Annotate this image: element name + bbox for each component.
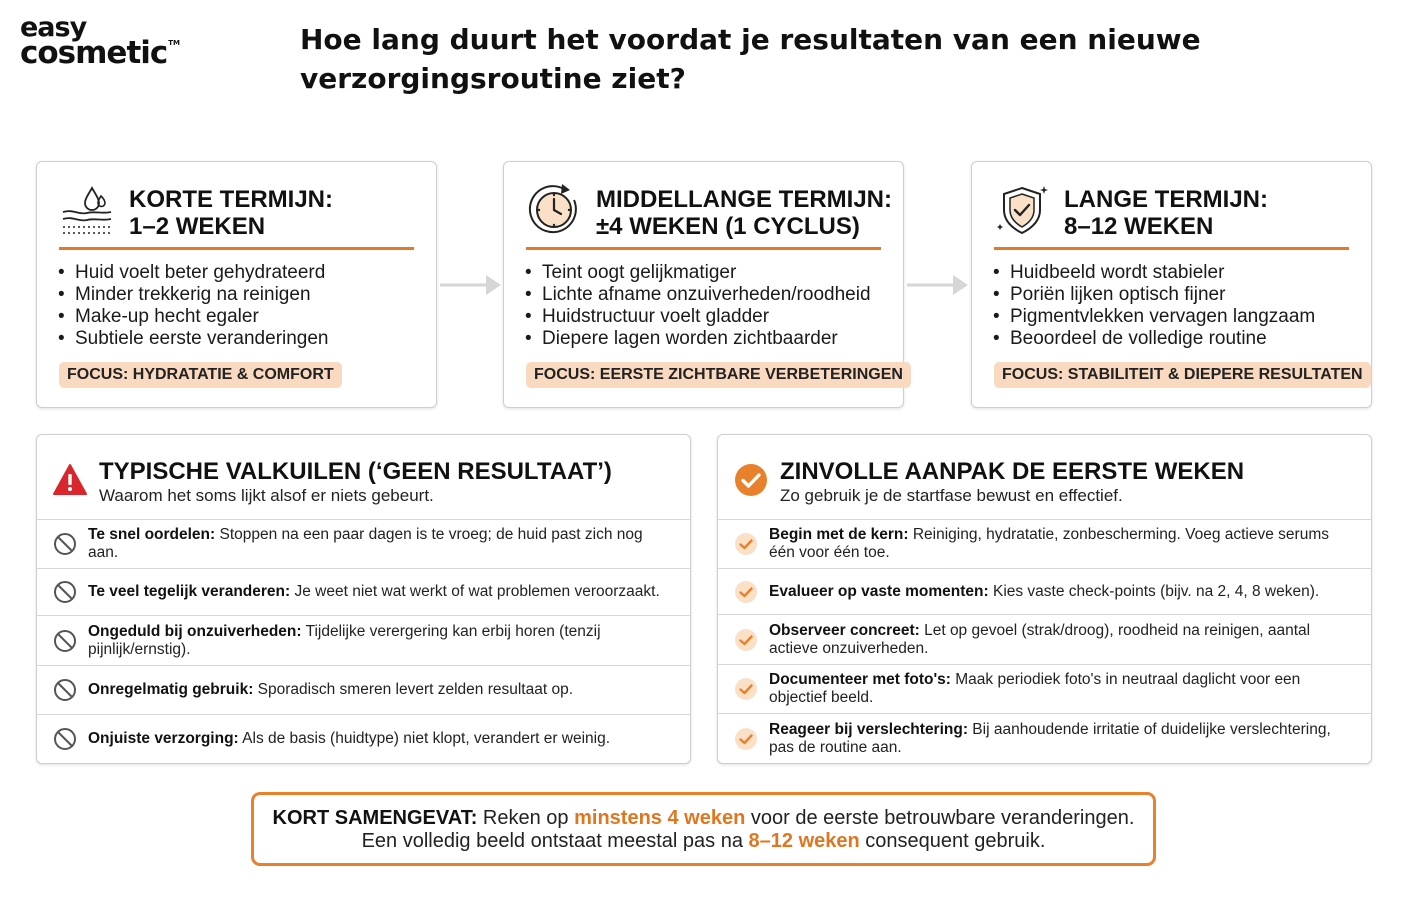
stage-card-long-term xyxy=(971,161,1372,408)
list-item: • Huidbeeld wordt stabieler xyxy=(1010,262,1315,284)
pitfall-description: Tijdelijke verergering kan erbij horen (tenzij pijnlijk/ernstig). xyxy=(88,622,601,658)
stage-card-medium-term xyxy=(503,161,904,408)
list-item xyxy=(718,664,1371,713)
approach-description: Maak periodiek foto's in neutraal daglicht voor een objectief beeld. xyxy=(769,671,1301,706)
list-item xyxy=(37,665,690,714)
pitfall-description: Als de basis (huidtype) niet klopt, verandert er weinig. xyxy=(238,730,611,747)
list-item: • Huid voelt beter gehydrateerd xyxy=(75,262,329,284)
focus-badge: FOCUS: EERSTE ZICHTBARE VERBETERINGEN xyxy=(526,362,911,388)
stage-title-line1: MIDDELLANGE TERMIJN: xyxy=(596,186,892,213)
summary-highlight: minstens 4 weken xyxy=(574,807,746,829)
approach-label: Documenteer met foto's: xyxy=(769,671,951,688)
check-icon xyxy=(734,580,758,604)
water-drop-skin-icon xyxy=(59,182,115,238)
brand-logo xyxy=(20,12,181,72)
pitfall-text xyxy=(88,583,676,601)
prohibited-icon xyxy=(53,580,77,604)
pitfalls-card xyxy=(36,434,691,764)
pitfall-text xyxy=(88,681,676,699)
list-item xyxy=(37,519,690,568)
pitfall-label: Te snel oordelen: xyxy=(88,526,216,543)
approach-title: ZINVOLLE AANPAK DE EERSTE WEKEN xyxy=(780,458,1245,485)
approach-card xyxy=(717,434,1372,764)
prohibited-icon xyxy=(53,727,77,751)
approach-label: Observeer concreet: xyxy=(769,621,920,639)
logo-trademark: TM xyxy=(168,39,181,48)
approach-subtitle: Zo gebruik je de startfase bewust en effectief. xyxy=(780,486,1123,505)
approach-label: Reageer bij verslechtering: xyxy=(769,720,968,738)
summary-line2 xyxy=(254,830,1153,853)
check-icon xyxy=(734,628,758,652)
pitfall-description: Stoppen na een paar dagen is te vroeg; de huid past zich nog aan. xyxy=(88,526,643,561)
summary-text: Reken op xyxy=(477,807,575,829)
stage-title-line1: KORTE TERMIJN: xyxy=(129,186,333,213)
warning-triangle-icon xyxy=(53,463,87,497)
pitfall-description: Je weet niet wat werkt of wat problemen veroorzaakt. xyxy=(290,583,660,600)
stage-title xyxy=(1064,186,1268,240)
arrow-right-icon xyxy=(907,273,969,297)
list-item: • Make-up hecht egaler xyxy=(75,306,329,328)
approach-description: Let op gevoel (strak/droog), roodheid na reinigen, aantal actieve onzuiverheden. xyxy=(769,621,1311,657)
prohibited-icon xyxy=(53,629,77,653)
check-icon xyxy=(734,532,758,556)
check-icon xyxy=(734,677,758,701)
stage-title xyxy=(129,186,333,240)
approach-label: Evalueer op vaste momenten: xyxy=(769,582,989,600)
summary-text: voor de eerste betrouwbare veranderingen. xyxy=(745,807,1135,829)
list-item xyxy=(37,615,690,665)
pitfall-label: Onjuiste verzorging: xyxy=(88,730,239,747)
focus-badge: FOCUS: STABILITEIT & DIEPERE RESULTATEN xyxy=(994,362,1371,388)
prohibited-icon xyxy=(53,532,77,556)
stage-card-short-term xyxy=(36,161,437,408)
pitfall-text xyxy=(88,730,676,748)
stage-title-line2: ±4 WEKEN (1 CYCLUS) xyxy=(596,213,860,240)
logo-line1: easy xyxy=(20,12,87,43)
list-item: • Huidstructuur voelt gladder xyxy=(542,306,871,328)
pitfall-description: Sporadisch smeren levert zelden resultaat op. xyxy=(253,681,574,698)
pitfall-label: Onregelmatig gebruik: xyxy=(88,681,254,698)
pitfall-label: Te veel tegelijk veranderen: xyxy=(88,583,291,600)
stage-title-line2: 8–12 WEKEN xyxy=(1064,213,1214,240)
list-item xyxy=(37,714,690,763)
approach-description: Reiniging, hydratatie, zonbescherming. Voeg actieve serums één voor één toe. xyxy=(769,526,1329,561)
pitfall-text xyxy=(88,526,676,562)
list-item: • Minder trekkerig na reinigen xyxy=(75,284,329,306)
check-icon xyxy=(734,727,758,751)
list-item xyxy=(718,568,1371,614)
approach-text xyxy=(769,526,1357,562)
list-item: • Pigmentvlekken vervagen langzaam xyxy=(1010,306,1315,328)
approach-text xyxy=(769,721,1357,757)
check-circle-icon xyxy=(734,463,768,497)
approach-text xyxy=(769,622,1357,658)
pitfall-text xyxy=(88,623,676,659)
prohibited-icon xyxy=(53,678,77,702)
pitfall-label: Ongeduld bij onzuiverheden: xyxy=(88,622,302,640)
stage-title xyxy=(596,186,892,240)
approach-label: Begin met de kern: xyxy=(769,526,909,543)
list-item xyxy=(718,519,1371,568)
summary-text: consequent gebruik. xyxy=(859,830,1046,852)
divider xyxy=(994,247,1349,250)
list-item: • Poriën lijken optisch fijner xyxy=(1010,284,1315,306)
summary-highlight: 8–12 weken xyxy=(748,830,860,852)
shield-check-icon xyxy=(994,182,1050,238)
summary-label: KORT SAMENGEVAT: xyxy=(272,807,478,829)
approach-description: Bij aanhoudende irritatie of duidelijke verslechtering, pas de routine aan. xyxy=(769,720,1331,756)
summary-text: Een volledig beeld ontstaat meestal pas na xyxy=(361,830,749,852)
divider xyxy=(59,247,414,250)
arrow-right-icon xyxy=(440,273,502,297)
pitfalls-subtitle: Waarom het soms lijkt alsof er niets gebeurt. xyxy=(99,486,434,505)
stage-bullets xyxy=(542,262,871,350)
approach-text xyxy=(769,583,1357,601)
stage-title-line2: 1–2 WEKEN xyxy=(129,213,266,240)
list-item: • Lichte afname onzuiverheden/roodheid xyxy=(542,284,871,306)
logo-line2: cosmetic xyxy=(20,35,168,72)
list-item xyxy=(718,614,1371,664)
list-item: • Teint oogt gelijkmatiger xyxy=(542,262,871,284)
approach-description: Kies vaste check-points (bijv. na 2, 4, 8 weken). xyxy=(988,582,1320,600)
stage-bullets xyxy=(1010,262,1315,350)
summary-line1 xyxy=(254,807,1153,830)
divider xyxy=(526,247,881,250)
list-item: • Beoordeel de volledige routine xyxy=(1010,328,1315,350)
stage-bullets xyxy=(75,262,329,350)
pitfalls-header xyxy=(37,435,690,519)
summary-box xyxy=(251,792,1156,866)
list-item xyxy=(718,713,1371,763)
clock-cycle-icon xyxy=(526,182,582,238)
focus-badge: FOCUS: HYDRATATIE & COMFORT xyxy=(59,362,342,388)
approach-text xyxy=(769,671,1357,707)
list-item: • Diepere lagen worden zichtbaarder xyxy=(542,328,871,350)
pitfalls-title: TYPISCHE VALKUILEN (‘GEEN RESULTAAT’) xyxy=(99,458,612,485)
page-title: Hoe lang duurt het voordat je resultaten van een nieuwe verzorgingsroutine ziet? xyxy=(300,23,1201,95)
approach-header xyxy=(718,435,1371,519)
list-item xyxy=(37,568,690,615)
stage-title-line1: LANGE TERMIJN: xyxy=(1064,186,1268,213)
list-item: • Subtiele eerste veranderingen xyxy=(75,328,329,350)
